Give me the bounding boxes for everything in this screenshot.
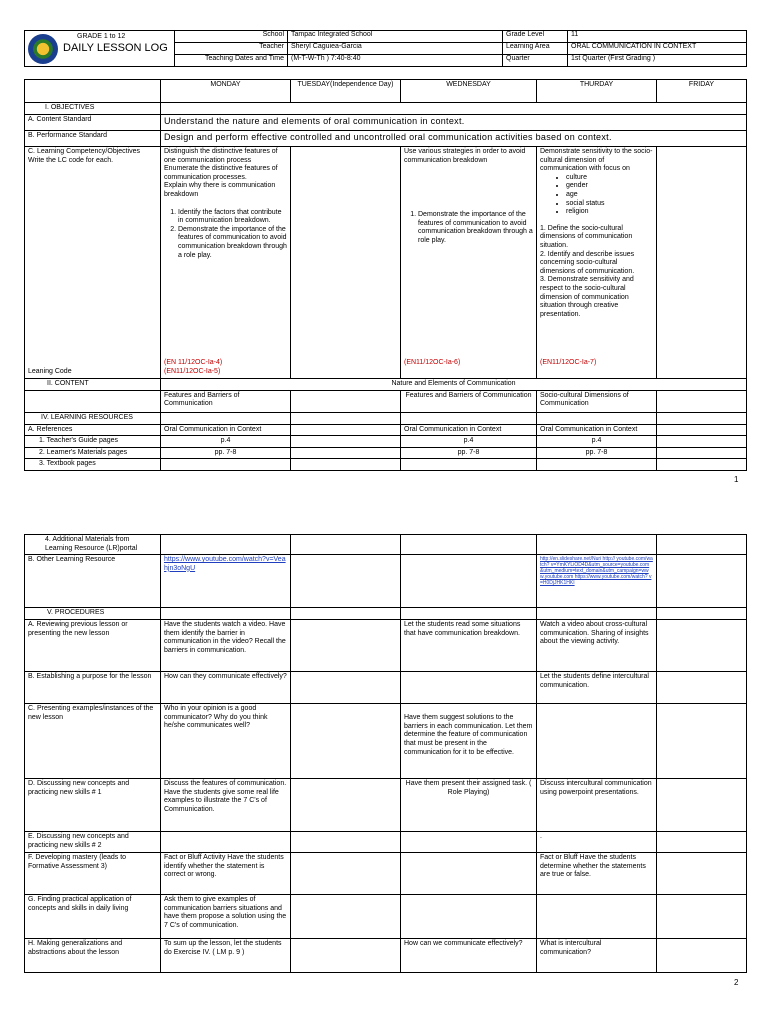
- tg-monday: p.4: [161, 436, 291, 448]
- quarter-label: Quarter: [503, 55, 568, 67]
- proc-a-thursday: Watch a video about cross-cultural communication. Sharing of insights about the viewing activity.: [537, 620, 657, 672]
- proc-blank: [161, 608, 291, 620]
- proc-blank: [401, 608, 537, 620]
- lm-tuesday: [291, 447, 401, 459]
- other-resource-monday-link[interactable]: https://www.youtube.com/watch?v=Veahjn3oNgU: [161, 555, 291, 608]
- performance-standard-text: Design and perform effective controlled and uncontrolled oral communication activities based on context.: [161, 131, 747, 147]
- deped-seal-icon: [28, 34, 58, 64]
- day-tuesday: TUESDAY(Independence Day): [291, 80, 401, 103]
- proc-e-label: E. Discussing new concepts and practicing new skills # 2: [25, 832, 161, 853]
- lc-mon-c: Explain why there is communication breakdown: [164, 182, 276, 198]
- lc-mon-code-2: (EN11/12OC-Ia-5): [164, 368, 221, 376]
- day-wednesday: WEDNESDAY: [401, 80, 537, 103]
- learning-competency-sub: Write the LC code for each.: [28, 156, 114, 164]
- proc-e-thursday: .: [537, 832, 657, 853]
- proc-h-friday: [657, 939, 747, 973]
- proc-b-label: B. Establishing a purpose for the lesson: [25, 672, 161, 704]
- proc-d-monday: Discuss the features of communication. Have the students give some real life examples to illustrate the 7 C's of Communication.: [161, 779, 291, 832]
- teachers-guide-label: 1. Teacher's Guide pages: [25, 436, 161, 448]
- procedures-heading: V. PROCEDURES: [25, 608, 161, 620]
- tg-friday: [657, 436, 747, 448]
- corner-cell: [25, 80, 161, 103]
- lc-thu-bullet: • religion: [566, 208, 653, 217]
- learning-area-value: ORAL COMMUNICATION IN CONTEXT: [568, 43, 747, 55]
- proc-g-label: G. Finding practical application of concepts and skills in daily living: [25, 895, 161, 939]
- lc-thu-item-2: 2. Identify and describe issues concerning socio-cultural dimensions of communication.: [540, 250, 635, 275]
- proc-b-friday: [657, 672, 747, 704]
- lc-wed-code: (EN11/12OC-Ia-6): [404, 359, 461, 367]
- lm-wednesday: pp. 7-8: [401, 447, 537, 459]
- proc-f-monday: Fact or Bluff Activity Have the students identify whether the statement is correct or wrong.: [161, 853, 291, 895]
- grade-level-label: Grade Level: [503, 31, 568, 43]
- day-monday: MONDAY: [161, 80, 291, 103]
- lr-blank: [161, 412, 291, 424]
- content-wednesday: Features and Barriers of Communication: [401, 390, 537, 412]
- content-standard-label: A. Content Standard: [25, 115, 161, 131]
- references-label: A. References: [25, 424, 161, 436]
- lc-wednesday: [401, 147, 537, 379]
- lesson-table-page1: [24, 79, 747, 471]
- proc-c-label: C. Presenting examples/instances of the new lesson: [25, 704, 161, 779]
- ref-thursday: Oral Communication in Context: [537, 424, 657, 436]
- school-value: Tampac Integrated School: [288, 31, 503, 43]
- teacher-value: Sheryl Caguiea-Garcia: [288, 43, 503, 55]
- other-friday: [657, 555, 747, 608]
- proc-d-wednesday: Have them present their assigned task. ( Role Playing): [401, 779, 537, 832]
- dates-label: Teaching Dates and Time: [175, 55, 288, 67]
- proc-blank: [537, 608, 657, 620]
- proc-g-monday: Ask them to give examples of communication barriers situations and have them propose a solution using the 7 C's of communication.: [161, 895, 291, 939]
- header-grade: GRADE 1 to 12: [77, 33, 126, 40]
- proc-e-friday: [657, 832, 747, 853]
- learning-competency-label: C. Learning Competency/Objectives: [28, 148, 141, 155]
- proc-e-tuesday: [291, 832, 401, 853]
- proc-blank: [657, 608, 747, 620]
- proc-h-wednesday: How can we communicate effectively?: [401, 939, 537, 973]
- proc-g-wednesday: [401, 895, 537, 939]
- header-title: DAILY LESSON LOG: [63, 42, 168, 54]
- lc-thu-code: (EN11/12OC-Ia-7): [540, 359, 597, 367]
- am-blank: [537, 535, 657, 555]
- proc-c-wednesday: Have them suggest solutions to the barriers in each communication. Let them determine the feature of communication that must be present in the communication for it to be effective.: [401, 704, 537, 779]
- lc-mon-b: Enumerate the distinctive features of communication processes.: [164, 165, 278, 181]
- page-number-2: 2: [734, 978, 739, 987]
- lc-wed-item-1: 1. Demonstrate the importance of the features of communication to avoid communication breakdown through a role play.: [418, 211, 533, 245]
- proc-d-thursday: Discuss intercultural communication using powerpoint presentations.: [537, 779, 657, 832]
- content-span-title: Nature and Elements of Communication: [161, 379, 747, 391]
- proc-e-wednesday: [401, 832, 537, 853]
- content-monday: Features and Barriers of Communication: [161, 390, 291, 412]
- header-logo-cell: [25, 31, 175, 67]
- proc-b-thursday: Let the students define intercultural communication.: [537, 672, 657, 704]
- performance-standard-label: B. Performance Standard: [25, 131, 161, 147]
- lr-blank: [657, 412, 747, 424]
- quarter-value: 1st Quarter (First Grading ): [568, 55, 747, 67]
- objectives-heading: I. OBJECTIVES: [25, 103, 161, 115]
- tg-thursday: p.4: [537, 436, 657, 448]
- lc-thu-bullet: • gender: [566, 182, 653, 191]
- content-heading: II. CONTENT: [25, 379, 161, 391]
- tb-blank: [291, 459, 401, 471]
- learners-materials-label: 2. Learner's Materials pages: [25, 447, 161, 459]
- dates-value: (M-T-W-Th ) 7:40-8:40: [288, 55, 503, 67]
- proc-c-tuesday: [291, 704, 401, 779]
- proc-f-tuesday: [291, 853, 401, 895]
- lm-thursday: pp. 7-8: [537, 447, 657, 459]
- proc-g-friday: [657, 895, 747, 939]
- am-blank: [161, 535, 291, 555]
- am-blank: [401, 535, 537, 555]
- page-number-1: 1: [734, 475, 739, 484]
- lc-thu-bullet: • social status: [566, 200, 653, 209]
- proc-a-wednesday: Let the students read some situations that have communication breakdown.: [401, 620, 537, 672]
- learning-competency-label-cell: [25, 147, 161, 379]
- proc-g-thursday: [537, 895, 657, 939]
- proc-c-thursday: [537, 704, 657, 779]
- proc-blank: [291, 608, 401, 620]
- lc-thu-a: Demonstrate sensitivity to the socio-cultural dimension of communication with focus on: [540, 148, 653, 173]
- content-blank: [25, 390, 161, 412]
- lr-blank: [537, 412, 657, 424]
- proc-a-label: A. Reviewing previous lesson or presenting the new lesson: [25, 620, 161, 672]
- lc-mon-item-1: 1. Identify the factors that contribute in communication breakdown.: [178, 209, 287, 226]
- ref-tuesday: [291, 424, 401, 436]
- am-blank: [657, 535, 747, 555]
- lc-monday: [161, 147, 291, 379]
- lc-mon-code-1: (EN 11/12OC-Ia-4): [164, 359, 223, 367]
- proc-d-friday: [657, 779, 747, 832]
- day-friday: FRIDAY: [657, 80, 747, 103]
- ref-friday: [657, 424, 747, 436]
- ref-monday: Oral Communication in Context: [161, 424, 291, 436]
- content-friday: [657, 390, 747, 412]
- am-blank: [291, 535, 401, 555]
- proc-h-tuesday: [291, 939, 401, 973]
- other-tuesday: [291, 555, 401, 608]
- proc-f-thursday: Fact or Bluff Have the students determine whether the statements are true or false.: [537, 853, 657, 895]
- lc-thu-item-1: 1. Define the socio-cultural dimensions of communication situation.: [540, 224, 633, 249]
- tb-blank: [657, 459, 747, 471]
- proc-g-tuesday: [291, 895, 401, 939]
- tb-blank: [401, 459, 537, 471]
- lc-thursday: [537, 147, 657, 379]
- content-tuesday: [291, 390, 401, 412]
- lm-friday: [657, 447, 747, 459]
- lc-friday: [657, 147, 747, 379]
- proc-f-wednesday: [401, 853, 537, 895]
- lr-blank: [401, 412, 537, 424]
- other-wednesday: [401, 555, 537, 608]
- lc-thu-item-3: 3. Demonstrate sensitivity and respect to the socio-cultural dimension of communication situation through creative presentation.: [540, 276, 634, 318]
- proc-d-tuesday: [291, 779, 401, 832]
- proc-h-thursday: What is intercultural communication?: [537, 939, 657, 973]
- lc-tuesday: [291, 147, 401, 379]
- header: [24, 30, 746, 66]
- lr-blank: [291, 412, 401, 424]
- header-table: [24, 30, 747, 67]
- content-thursday: Socio-cultural Dimensions of Communication: [537, 390, 657, 412]
- lesson-table-page2: [24, 534, 747, 973]
- proc-b-tuesday: [291, 672, 401, 704]
- teacher-label: Teacher: [175, 43, 288, 55]
- other-resource-label: B. Other Learning Resource: [25, 555, 161, 608]
- proc-b-monday: How can they communicate effectively?: [161, 672, 291, 704]
- proc-h-label: H. Making generalizations and abstractions about the lesson: [25, 939, 161, 973]
- proc-a-friday: [657, 620, 747, 672]
- lc-wed-a: Use various strategies in order to avoid communication breakdown: [404, 148, 526, 164]
- tb-blank: [537, 459, 657, 471]
- objectives-blank: [161, 103, 747, 115]
- proc-e-monday: [161, 832, 291, 853]
- content-standard-text: Understand the nature and elements of oral communication in context.: [161, 115, 747, 131]
- tb-blank: [161, 459, 291, 471]
- proc-c-friday: [657, 704, 747, 779]
- proc-d-label: D. Discussing new concepts and practicing new skills # 1: [25, 779, 161, 832]
- learning-resources-heading: IV. LEARNING RESOURCES: [25, 412, 161, 424]
- learning-area-label: Learning Area: [503, 43, 568, 55]
- additional-materials-label: 4. Additional Materials from Learning Resource (LR)portal: [25, 535, 161, 555]
- proc-a-tuesday: [291, 620, 401, 672]
- leaning-code-label: Leaning Code: [28, 368, 72, 376]
- lc-mon-a: Distinguish the distinctive features of one communication process: [164, 148, 278, 164]
- day-thursday: THURDAY: [537, 80, 657, 103]
- proc-h-monday: To sum up the lesson, let the students do Exercise IV. ( LM p. 9 ): [161, 939, 291, 973]
- proc-b-wednesday: [401, 672, 537, 704]
- lc-thu-bullet: • culture: [566, 174, 653, 183]
- proc-c-monday: Who in your opinion is a good communicator? Why do you think he/she communicates well?: [161, 704, 291, 779]
- ref-wednesday: Oral Communication in Context: [401, 424, 537, 436]
- proc-f-friday: [657, 853, 747, 895]
- tg-wednesday: p.4: [401, 436, 537, 448]
- other-resource-thursday-links[interactable]: http://en.slideshare.net/Nuri http:// youtube.com/watch? v=YmKYLiOD4D&utm_source=youtube.com &utm_medium=text_domain&utm_campaign=www.youtube.com https://www.youtube.com/watch? v=H0DjJHK1HKI: [537, 555, 657, 608]
- school-label: School: [175, 31, 288, 43]
- lc-thu-bullet: • age: [566, 191, 653, 200]
- tg-tuesday: [291, 436, 401, 448]
- proc-a-monday: Have the students watch a video. Have them identify the barrier in communication in the video? Recall the barriers in communication.: [161, 620, 291, 672]
- proc-f-label: F. Developing mastery (leads to Formative Assessment 3): [25, 853, 161, 895]
- lc-mon-item-2: 2. Demonstrate the importance of the features of communication to avoid communication breakdown through a role play.: [178, 226, 287, 260]
- textbook-label: 3. Textbook pages: [25, 459, 161, 471]
- lm-monday: pp. 7-8: [161, 447, 291, 459]
- grade-level-value: 11: [568, 31, 747, 43]
